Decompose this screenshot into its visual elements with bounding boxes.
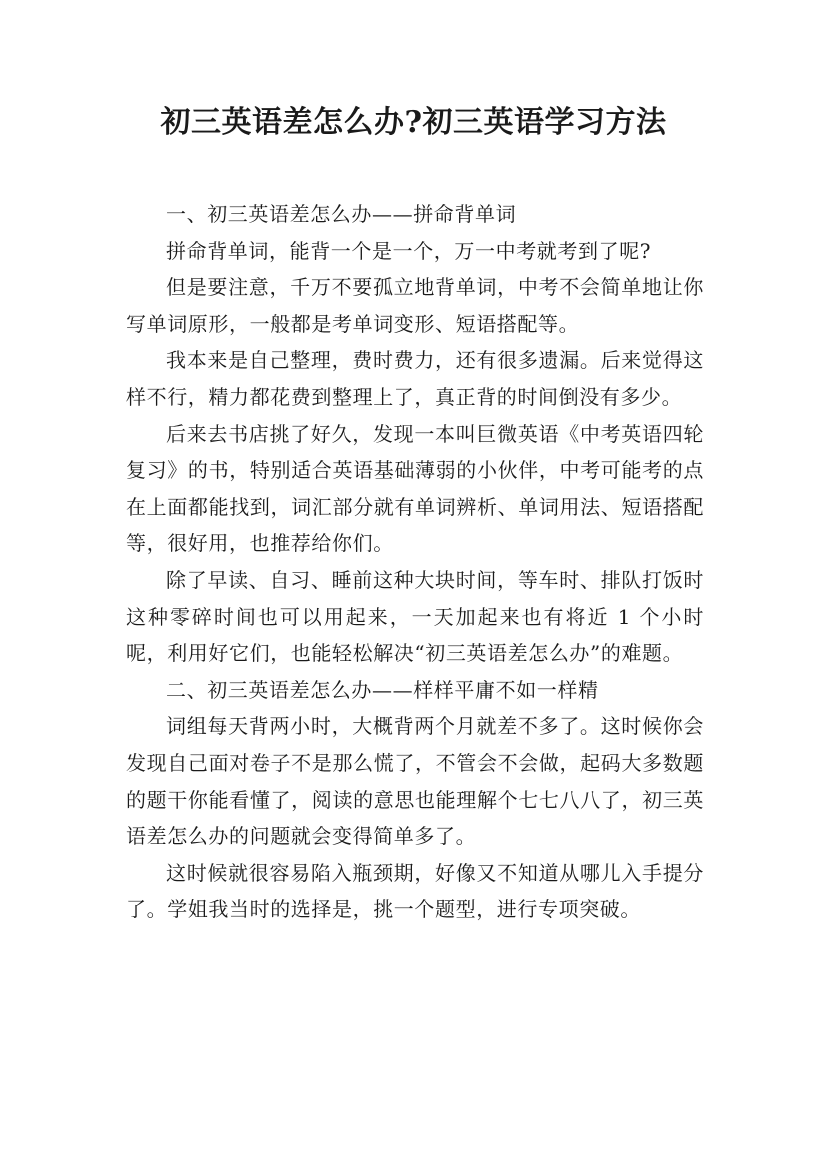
section-heading-2: 二、初三英语差怎么办——样样平庸不如一样精 bbox=[166, 677, 599, 702]
paragraph: 这时候就很容易陷入瓶颈期，好像又不知道从哪儿入手提分了。学姐我当时的选择是，挑一个题型，进行专项突破。 bbox=[126, 860, 704, 922]
page-title: 初三英语差怎么办?初三英语学习方法 bbox=[160, 105, 667, 140]
paragraph: 词组每天背两小时，大概背两个月就差不多了。这时候你会发现自己面对卷子不是那么慌了，不管会不会做，起码大多数题的题干你能看懂了，阅读的意思也能理解个七七八八了，初三英语差怎么办的问题就会变得简单多了。 bbox=[126, 714, 704, 849]
paragraph: 但是要注意，千万不要孤立地背单词，中考不会简单地让你写单词原形，一般都是考单词变形、短语搭配等。 bbox=[126, 275, 704, 336]
paragraph: 后来去书店挑了好久，发现一本叫巨微英语《中考英语四轮复习》的书，特别适合英语基础薄弱的小伙伴，中考可能考的点在上面都能找到，词汇部分就有单词辨析、单词用法、短语搭配等，很好用，也推荐给你们。 bbox=[126, 421, 704, 556]
paragraph: 我本来是自己整理，费时费力，还有很多遗漏。后来觉得这样不行，精力都花费到整理上了，真正背的时间倒没有多少。 bbox=[126, 348, 704, 409]
article-body bbox=[126, 196, 704, 928]
section-heading-1: 一、初三英语差怎么办——拼命背单词 bbox=[166, 202, 517, 226]
paragraph: 拼命背单词，能背一个是一个，万一中考就考到了呢? bbox=[166, 238, 652, 263]
paragraph: 除了早读、自习、睡前这种大块时间，等车时、排队打饭时这种零碎时间也可以用起来，一天加起来也有将近 1 个小时呢，利用好它们，也能轻松解决“初三英语差怎么办”的难题。 bbox=[126, 567, 704, 666]
